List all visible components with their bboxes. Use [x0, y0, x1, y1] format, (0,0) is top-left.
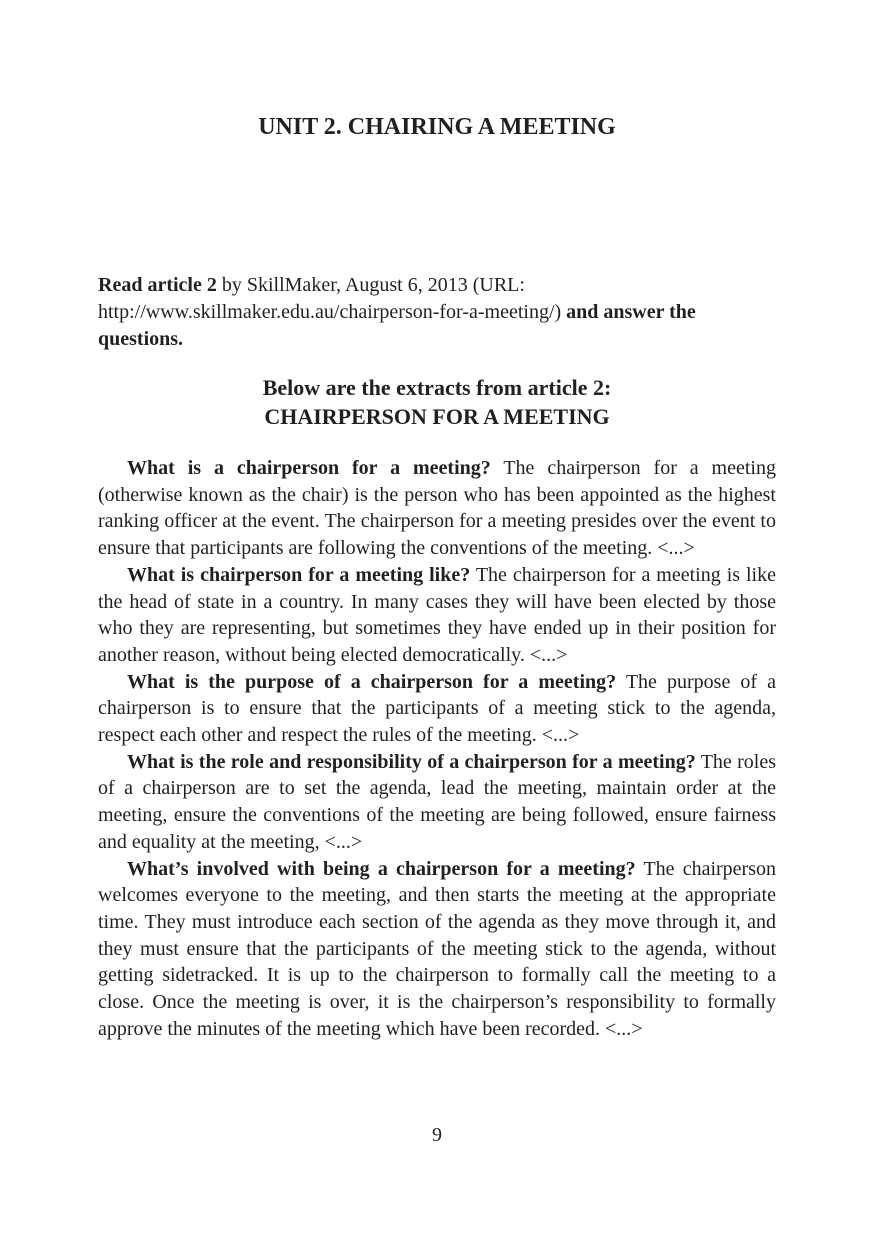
extract-answer: The purpose of a chairperson is to ensure that the participants of a meeting stick to the agenda, respect each other and respect the rules of the meeting. <...> [98, 670, 776, 747]
extract-question: What is the role and responsibility of a chairperson for a meeting? [127, 750, 696, 773]
extract-paragraph [98, 749, 776, 856]
intro-bold-end: and answer the questions. [98, 301, 696, 350]
page-number: 9 [432, 1124, 442, 1146]
article-extracts [98, 455, 776, 1042]
extract-question: What is chairperson for a meeting like? [127, 563, 471, 586]
extract-answer: The chairperson for a meeting is like the head of state in a country. In many cases they will have been elected by those who they are representing, but sometimes they have ended up in their position for another reason, without being elected democratically. <...> [98, 563, 776, 666]
extract-question: What is a chairperson for a meeting? [127, 457, 491, 479]
extract-paragraph [98, 562, 776, 669]
extract-question: What’s involved with being a chairperson for a meeting? [127, 857, 636, 880]
extract-answer: The chairperson for a meeting (otherwise known as the chair) is the person who has been appointed as the highest ranking officer at the event. The chairperson for a meeting presides over the event to ensure that participants are following the conventions of the meeting. <...> [98, 457, 776, 560]
extract-question: What is the purpose of a chairperson for a meeting? [127, 670, 617, 693]
intro-text: by SkillMaker, August 6, 2013 (URL: http://www.skillmaker.edu.au/chairperson-for-a-meeting/) [98, 274, 567, 323]
intro-instruction [98, 272, 776, 353]
extract-answer: The chairperson welcomes everyone to the meeting, and then starts the meeting at the appropriate time. They must introduce each section of the agenda as they move through it, and they must ensure that the participants of the meeting stick to the agenda, without getting sidetracked. It is up to the chairperson to formally call the meeting to a close. Once the meeting is over, it is the chairperson’s responsibility to formally approve the minutes of the meeting which have been recorded. <...> [98, 857, 776, 1040]
extract-answer: The roles of a chairperson are to set the agenda, lead the meeting, maintain order at the meeting, ensure the conventions of the meeting are being followed, ensure fairness and equality at the meeting, <...> [98, 750, 777, 853]
extracts-heading [98, 373, 776, 431]
intro-bold-start: Read article 2 [98, 274, 217, 296]
extract-paragraph [98, 669, 776, 749]
extracts-heading-line1: Below are the extracts from article 2: [262, 375, 612, 400]
extract-paragraph [98, 455, 776, 562]
extract-paragraph [98, 856, 776, 1043]
extracts-heading-line2: CHAIRPERSON FOR A MEETING [264, 404, 610, 429]
unit-title: UNIT 2. CHAIRING A MEETING [258, 114, 616, 140]
